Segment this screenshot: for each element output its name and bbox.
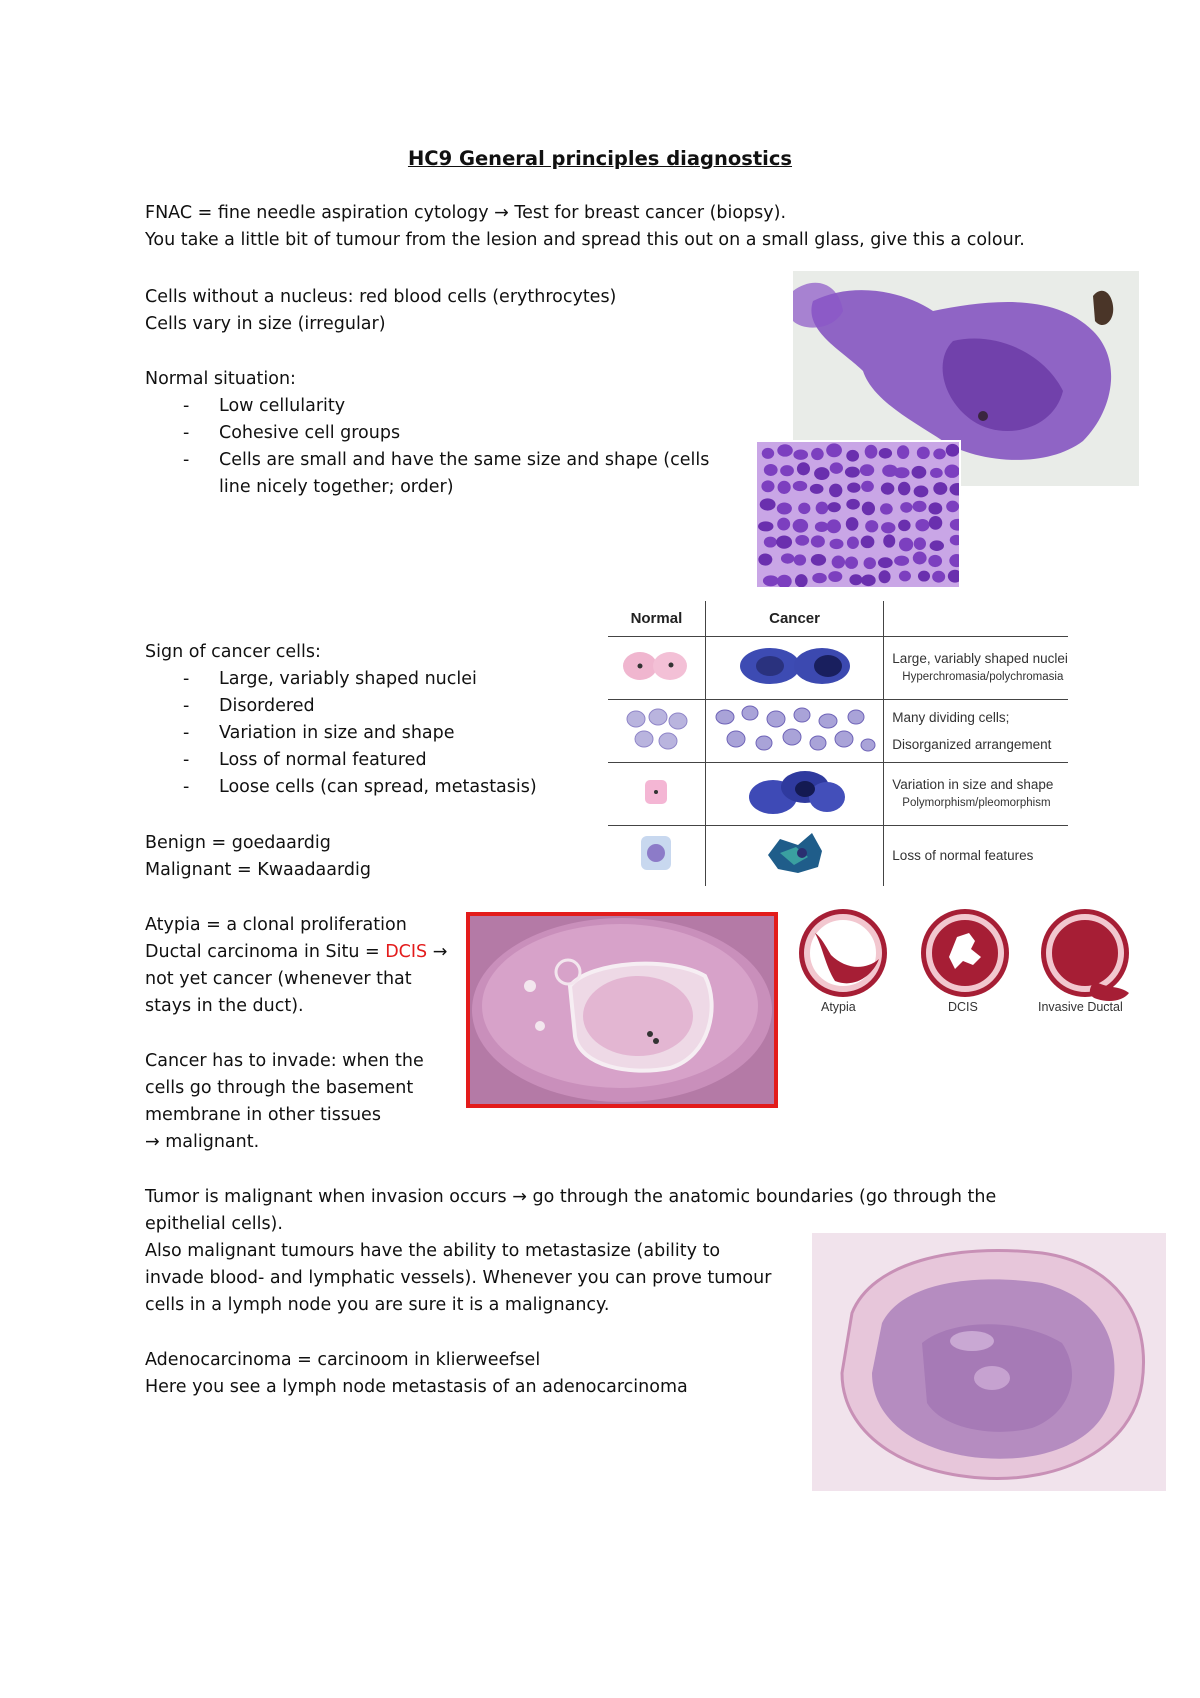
invade-line-4: → malignant.: [145, 1132, 260, 1152]
cytology-closeup-image: [755, 440, 961, 589]
duct-progression-diagram: [795, 903, 1135, 1003]
arrow-icon: →: [494, 203, 509, 223]
atypia-line-4: stays in the duct).: [145, 996, 304, 1016]
tumor-line-2: epithelial cells).: [145, 1214, 283, 1234]
invade-line-2: cells go through the basement: [145, 1078, 414, 1098]
fnac-line: FNAC = fine needle aspiration cytology → Test for breast cancer (biopsy).: [145, 203, 787, 223]
dcis-line: Ductal carcinoma in Situ = DCIS →: [145, 942, 448, 962]
duct-label-invasive: Invasive Ductal: [1038, 1000, 1123, 1014]
normal-item: - Cells are small and have the same size and shape (cells: [183, 450, 710, 470]
signs-item: - Variation in size and shape: [183, 723, 455, 743]
lymph-node-metastasis-image: [812, 1233, 1166, 1491]
arrow-icon: →: [145, 1132, 160, 1152]
signs-item: - Loss of normal featured: [183, 750, 427, 770]
signs-item: - Loose cells (can spread, metastasis): [183, 777, 537, 797]
cancer-cell-image: [705, 700, 883, 763]
dcis-histology-image: [466, 912, 778, 1108]
table-row-label: Variation in size and shape Polymorphism/pleomorphism: [892, 777, 1054, 809]
table-row-label: Many dividing cells; Disorganized arrangement: [892, 710, 1052, 752]
atypia-line-3: not yet cancer (whenever that: [145, 969, 412, 989]
duct-label-dcis: DCIS: [948, 1000, 978, 1014]
normal-vs-cancer-table: [608, 601, 1068, 886]
table-header-normal: Normal: [608, 601, 705, 637]
cells-line-1: Cells without a nucleus: red blood cells (erythrocytes): [145, 287, 617, 307]
cancer-cell-image: [705, 826, 883, 886]
malignant-term: Malignant = Kwaadaardig: [145, 860, 371, 880]
cells-line-2: Cells vary in size (irregular): [145, 314, 386, 334]
table-header-blank: [884, 601, 1068, 637]
intro-line-2: You take a little bit of tumour from the lesion and spread this out on a small glass, give this a colour.: [145, 230, 1025, 250]
adeno-line-1: Adenocarcinoma = carcinoom in klierweefsel: [145, 1350, 541, 1370]
arrow-icon: →: [432, 942, 448, 962]
normal-cell-image: [608, 700, 705, 763]
invade-line-1: Cancer has to invade: when the: [145, 1051, 424, 1071]
cancer-cell-image: [705, 637, 883, 700]
table-row-label: Large, variably shaped nuclei Hyperchromasia/polychromasia: [892, 651, 1068, 683]
tumor-line-1: Tumor is malignant when invasion occurs → go through the anatomic boundaries (go through the: [145, 1187, 997, 1207]
table-header-cancer: Cancer: [705, 601, 883, 637]
page-title: HC9 General principles diagnostics: [407, 147, 793, 170]
normal-heading: Normal situation:: [145, 369, 296, 389]
table-row-label: Loss of normal features: [892, 848, 1034, 864]
tumor-line-4: invade blood- and lymphatic vessels). Whenever you can prove tumour: [145, 1268, 772, 1288]
benign-term: Benign = goedaardig: [145, 833, 331, 853]
arrow-icon: →: [512, 1187, 527, 1207]
normal-item-cont: line nicely together; order): [219, 477, 454, 497]
signs-item: - Large, variably shaped nuclei: [183, 669, 477, 689]
signs-item: - Disordered: [183, 696, 315, 716]
atypia-line-1: Atypia = a clonal proliferation: [145, 915, 407, 935]
invade-line-3: membrane in other tissues: [145, 1105, 381, 1125]
table-row: [608, 637, 1068, 700]
normal-cell-image: [608, 637, 705, 700]
signs-heading: Sign of cancer cells:: [145, 642, 321, 662]
table-row: [608, 700, 1068, 763]
normal-cell-image: [608, 826, 705, 886]
duct-label-atypia: Atypia: [821, 1000, 856, 1014]
table-row: [608, 826, 1068, 886]
cancer-cell-image: [705, 763, 883, 826]
tumor-line-5: cells in a lymph node you are sure it is a malignancy.: [145, 1295, 610, 1315]
tumor-line-3: Also malignant tumours have the ability to metastasize (ability to: [145, 1241, 721, 1261]
dcis-highlight: DCIS: [385, 942, 428, 962]
normal-cell-image: [608, 763, 705, 826]
normal-item: - Low cellularity: [183, 396, 346, 416]
normal-item: - Cohesive cell groups: [183, 423, 401, 443]
adeno-line-2: Here you see a lymph node metastasis of an adenocarcinoma: [145, 1377, 688, 1397]
table-row: [608, 763, 1068, 826]
